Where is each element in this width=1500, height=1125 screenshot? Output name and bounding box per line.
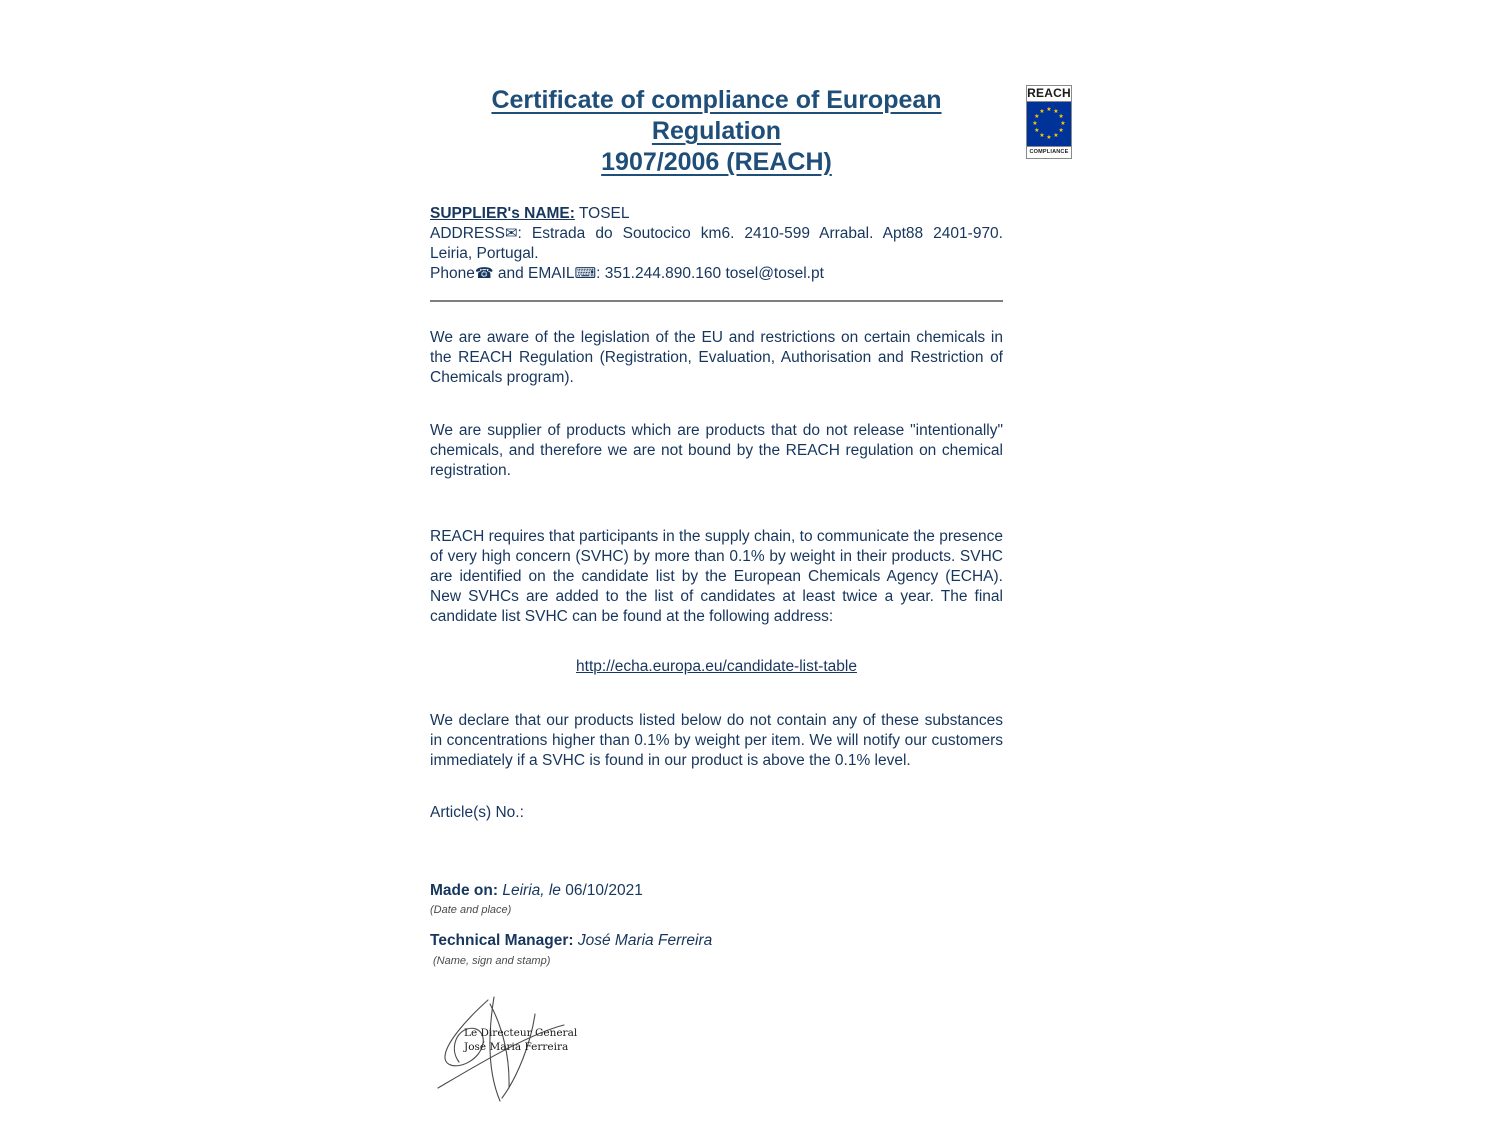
address-label: ADDRESS [430, 225, 505, 242]
supplier-block [430, 204, 1003, 284]
paragraph-reach-requirements: REACH requires that participants in the supply chain, to communicate the presence of very high concern (SVHC) by more than 0.1% by weight in their products. SVHC are identified on the candidate list by the European Chemicals Agency (ECHA). New SVHCs are added to the list of candidates at least twice a year. The final candidate list SVHC can be found at the following address: [430, 528, 1003, 625]
article-number-label: Article(s) No.: [430, 804, 524, 821]
supplier-address-line [430, 224, 1003, 264]
candidate-list-link-line [430, 657, 1003, 677]
supplier-name-label: SUPPLIER's NAME: [430, 205, 575, 222]
made-on-label: Made on: [430, 882, 499, 899]
title-line-1: Certificate of compliance of European Regulation [491, 86, 942, 145]
signature-area [430, 996, 600, 1108]
sign-stamp-note: (Name, sign and stamp) [433, 955, 551, 967]
paragraph-awareness: We are aware of the legislation of the EU and restrictions on certain chemicals in the REACH Regulation (Registration, Evaluation, Authorisation and Restriction of Chemicals program). [430, 329, 1003, 386]
email-icon: ⌨ [574, 265, 597, 282]
reach-logo-title: REACH [1027, 86, 1071, 100]
made-on-line [430, 881, 1003, 901]
technical-manager-line [430, 931, 1003, 951]
technical-manager-name: José Maria Ferreira [577, 932, 713, 949]
candidate-list-link[interactable]: http://echa.europa.eu/candidate-list-table [576, 658, 857, 675]
phone-icon: ☎ [474, 265, 494, 282]
page-title [430, 85, 1003, 178]
divider [430, 300, 1003, 302]
paragraph-supplier-statement: We are supplier of products which are products that do not release "intentionally" chemicals, and therefore we are not bound by the REACH regulation on chemical registration. [430, 422, 1003, 479]
reach-logo-compliance-label: COMPLIANCE [1027, 146, 1071, 158]
title-line-2: 1907/2006 (REACH) [601, 148, 832, 176]
stamp-line-2: José Maria Ferreira [464, 1041, 569, 1053]
phone-label: Phone [430, 265, 475, 282]
stamp-text [464, 1026, 584, 1054]
eu-stars-icon: ★ ★ ★ ★ ★ ★ ★ ★ ★ ★ ★ ★ [1027, 102, 1071, 146]
reach-compliance-logo [1026, 85, 1072, 159]
technical-manager-label: Technical Manager: [430, 932, 574, 949]
envelope-icon: ✉ [504, 225, 518, 242]
supplier-contact-line [430, 264, 1003, 284]
supplier-name-value: TOSEL [578, 205, 630, 222]
address-value: : Estrada do Soutocico km6. 2410-599 Arrabal. Apt88 2401-970. Leiria, Portugal. [430, 225, 1003, 262]
email-label: and EMAIL [493, 265, 575, 282]
paragraph-declaration: We declare that our products listed below do not contain any of these substances in concentrations higher than 0.1% by weight per item. We will notify our customers immediately if a SVHC is found in our product is above the 0.1% level. [430, 712, 1003, 769]
date-place-note: (Date and place) [430, 904, 512, 916]
stamp-line-1: Le Directeur General [464, 1027, 578, 1039]
document-content [430, 85, 1003, 1108]
supplier-name-line [430, 204, 1003, 224]
contact-value: : 351.244.890.160 tosel@tosel.pt [596, 265, 824, 282]
made-on-place: Leiria, le [502, 882, 561, 899]
made-on-date: 06/10/2021 [565, 882, 643, 899]
